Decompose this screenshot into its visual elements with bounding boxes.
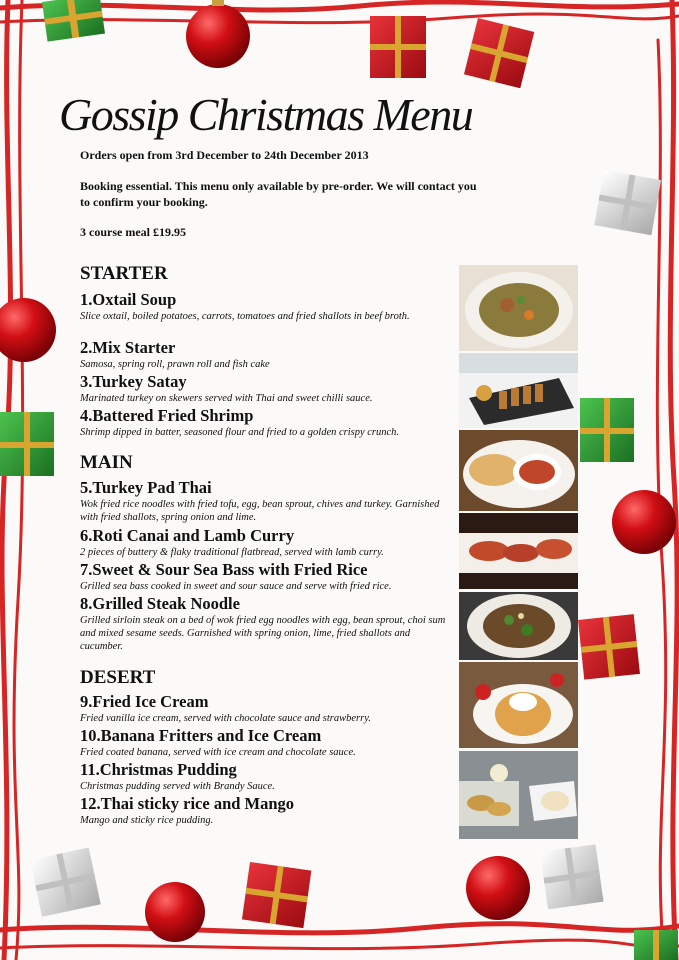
oxtail-soup-photo [459,265,578,351]
price-text: 3 course meal £19.95 [80,225,186,239]
satay-photo [459,353,578,428]
steak-noodle-photo [459,592,578,660]
menu-item-title: 2.Mix Starter [80,338,176,357]
roti-curry-photo [459,430,578,511]
menu-item-desc: Marinated turkey on skewers served with Thai and sweet chilli sauce. [80,393,373,404]
menu-item-desc: Samosa, spring roll, prawn roll and fish cake [80,359,270,370]
booking-text: Booking essential. This menu only available by pre-order. We will contact you to confirm your booking. [80,179,477,209]
section-desert: DESERT [80,667,156,688]
fried-ice-cream-photo [459,662,578,748]
banana-fritters-photo [459,751,578,839]
menu-item-desc: Mango and sticky rice pudding. [80,815,214,826]
menu-item-title: 5.Turkey Pad Thai [80,478,212,497]
menu-item-desc: Slice oxtail, boiled potatoes, carrots, tomatoes and fried shallots in beef broth. [80,311,410,322]
menu-item-desc: Wok fried rice noodles with fried tofu, egg, bean sprout, chives and turkey. Garnished with fried shallots, spring onion and lime. [80,499,440,523]
menu-item-title: 12.Thai sticky rice and Mango [80,794,295,813]
menu-item-title: 3.Turkey Satay [80,372,187,391]
menu-item-desc: Shrimp dipped in batter, seasoned flour and fried to a golden crispy crunch. [80,427,400,438]
menu-item-desc: Grilled sirloin steak on a bed of wok fried egg noodles with egg, bean sprout, choi sum and mixed sesame seeds. Garnished with spring onion, lime, fried shallots and cucumber. [80,615,446,652]
sea-bass-photo [459,513,578,589]
menu-item-desc: Christmas pudding served with Brandy Sauce. [80,781,275,792]
menu-item-title: 6.Roti Canai and Lamb Curry [80,526,295,545]
menu-item-title: 10.Banana Fritters and Ice Cream [80,726,322,745]
menu-item-title: 7.Sweet & Sour Sea Bass with Fried Rice [80,560,368,579]
section-main: MAIN [80,452,133,473]
menu-item-title: 1.Oxtail Soup [80,290,177,309]
menu-item-desc: 2 pieces of buttery & flaky traditional flatbread, served with lamb curry. [80,547,384,558]
menu-item-desc: Grilled sea bass cooked in sweet and sour sauce and serve with fried rice. [80,581,392,592]
menu-item-desc: Fried coated banana, served with ice cream and chocolate sauce. [80,747,356,758]
page-title: Gossip Christmas Menu [59,89,473,140]
menu-item-desc: Fried vanilla ice cream, served with chocolate sauce and strawberry. [80,713,371,724]
menu-item-title: 11.Christmas Pudding [80,760,237,779]
menu-item-title: 8.Grilled Steak Noodle [80,594,240,613]
orders-open-text: Orders open from 3rd December to 24th December 2013 [80,148,369,162]
section-starter: STARTER [80,263,168,284]
menu-item-title: 4.Battered Fried Shrimp [80,406,254,425]
menu-item-title: 9.Fried Ice Cream [80,692,209,711]
